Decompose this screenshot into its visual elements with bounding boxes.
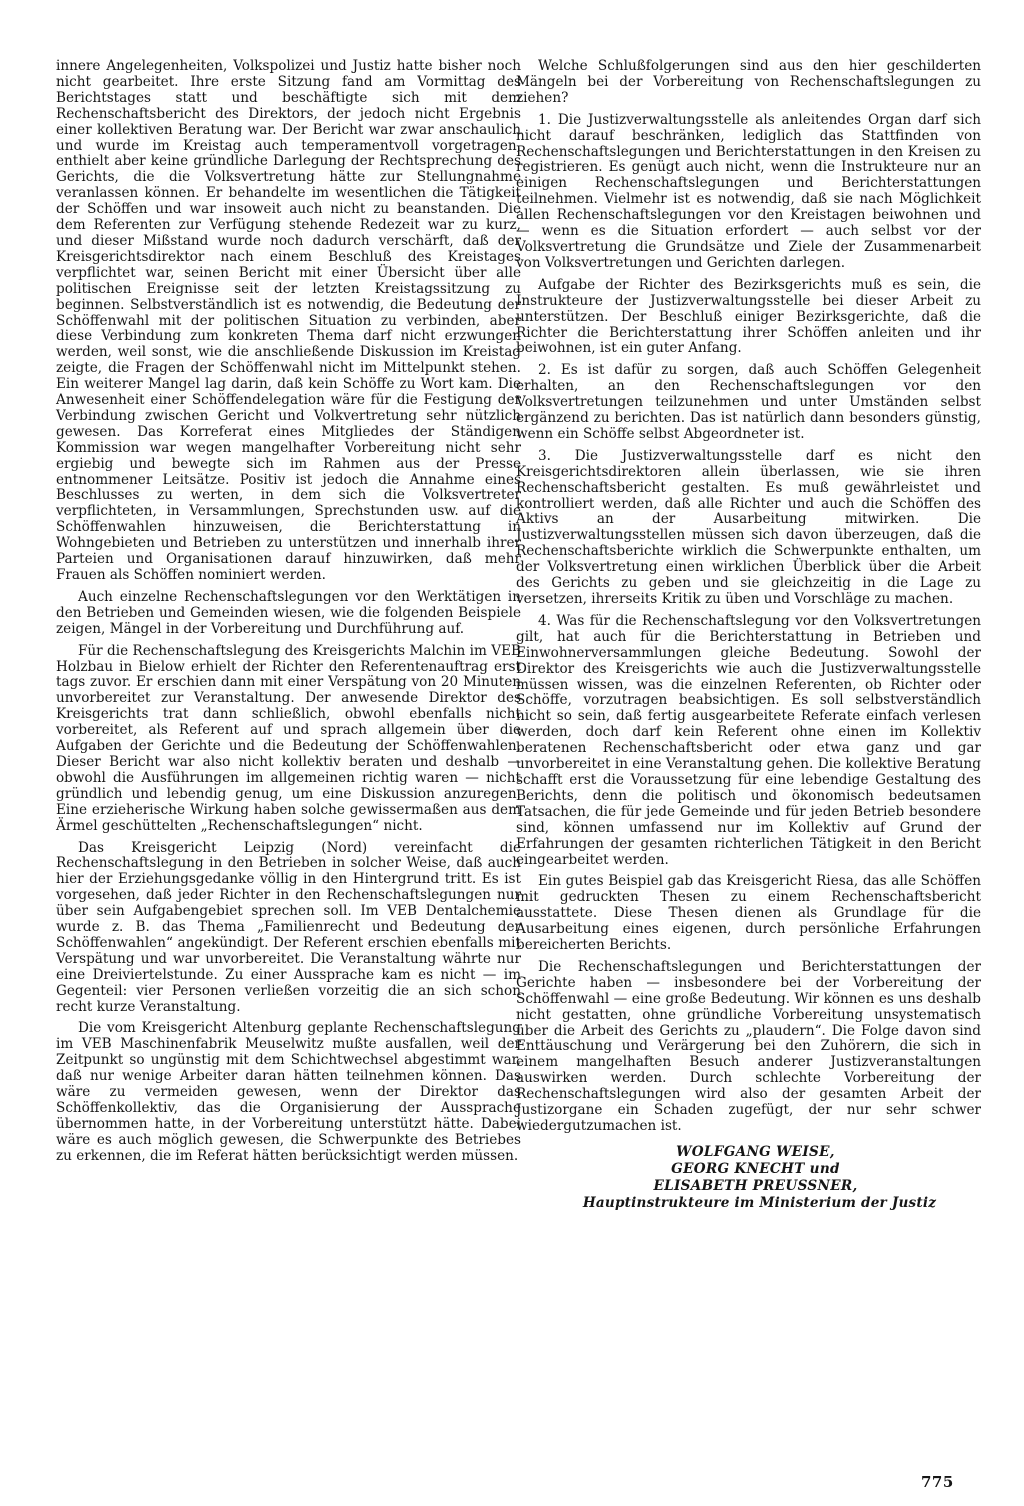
left-column xyxy=(56,59,521,1165)
paragraph: Ein gutes Beispiel gab das Kreisgericht Riesa, das alle Schöffen mit gedruckten Thesen zu einem Rechenschaftsbericht ausstattete. Diese Thesen dienen als Grundlage für die Ausarbeitung eines eigenen, durch persönliche Erfahrungen bereicherten Berichts. xyxy=(516,873,981,954)
paragraph: Die vom Kreisgericht Altenburg geplante Rechenschaftslegung im VEB Maschinenfabrik Meuselwitz mußte ausfallen, weil der Zeitpunkt so ungünstig mit dem Schichtwechsel abgestimmt war, daß nur wenige Arbeiter daran hätten teilnehmen können. Das wäre zu vermeiden gewesen, wenn der Direktor das Schöffenkollektiv, das die Organisierung der Aussprache übernommen hatte, in der Vorbereitung unterstützt hätte. Dabei wäre es auch möglich gewesen, die Schwerpunkte des Betriebes zu erkennen, die im Referat hätten berücksichtigt werden müssen. xyxy=(56,1020,521,1164)
paragraph: innere Angelegenheiten, Volkspolizei und Justiz hatte bisher noch nicht gearbeitet. Ihre erste Sitzung fand am Vormittag des Berichtstages statt und beschäftigte sich mit dem Rechenschaftsbericht des Direktors, der jedoch nicht Ergebnis einer kollektiven Beratung war. Der Bericht war zwar anschaulich und wurde im Kreistag auch temperamentvoll vorgetragen, enthielt aber keine gründliche Darlegung der Rechtsprechung des Gerichts, die die Volksvertretung hätte zur Stellungnahme veranlassen können. Er behandelte im wesentlichen die Tätigkeit der Schöffen und war insoweit auch nicht zu beanstanden. Die dem Referenten zur Verfügung stehende Redezeit war zu kurz, und dieser Mißstand wurde noch dadurch verschärft, daß der Kreisgerichtsdirektor nach einem Beschluß des Kreistages verpflichtet war, seinen Bericht mit einer Übersicht über alle politischen Ereignisse seit der letzten Kreistagssitzung zu beginnen. Selbstverständlich ist es notwendig, die Bedeutung der Schöffenwahl mit der politischen Situation zu verbinden, aber diese Verbindung zum konkreten Thema darf nicht erzwungen werden, weil sonst, wie die anschließende Diskussion im Kreistag zeigte, die Fragen der Schöffenwahl nicht im Mittelpunkt stehen. Ein weiterer Mangel lag darin, daß kein Schöffe zu Wort kam. Die Anwesenheit einer Schöffendelegation wäre für die Festigung der Verbindung zwischen Gericht und Volkvertretung sehr nützlich gewesen. Das Korreferat eines Mitgliedes der Ständigen Kommission war wegen mangelhafter Vorbereitung nicht sehr ergiebig und bewegte sich im Rahmen aus der Presse entnommener Leitsätze. Positiv ist jedoch die Annahme eines Beschlusses zu werten, in dem sich die Volksvertreter verpflichteten, in Versammlungen, Sprechstunden usw. auf die Schöffenwahlen hinzuweisen, die Berichterstattung in Wohngebieten und Betrieben zu unterstützen und innerhalb ihrer Parteien und Organisationen darauf hinzuwirken, daß mehr Frauen als Schöffen nominiert werden. xyxy=(56,58,521,583)
paragraph: Welche Schlußfolgerungen sind aus den hier geschilderten Mängeln bei der Vorbereitung von Rechenschaftslegungen zu ziehen? xyxy=(516,58,981,106)
paragraph: Auch einzelne Rechenschaftslegungen vor den Werktätigen in den Betrieben und Gemeinden wiesen, wie die folgenden Beispiele zeigen, Mängel in der Vorbereitung und Durchführung auf. xyxy=(56,588,521,637)
author-role: Hauptinstrukteure im Ministerium der Justiz xyxy=(582,1194,937,1211)
author-name: ELISABETH PREUSSNER, xyxy=(653,1177,858,1194)
paragraph: 1. Die Justizverwaltungsstelle als anleitendes Organ darf sich nicht darauf beschränken, lediglich das Stattfinden von Rechenschaftslegungen und Berichterstattungen in den Kreisen zu registrieren. Es genügt auch nicht, wenn die Instrukteure nur an einigen Rechenschaftslegungen und Berichterstattungen teilnehmen. Vielmehr ist es notwendig, daß sie nach Möglichkeit allen Rechenschaftslegungen vor den Kreistagen beiwohnen und — wenn es die Situation erfordert — auch selbst vor der Volksvertretung die Grundsätze und Ziele der Zusammenarbeit von Volksvertretungen und Gerichten darlegen. xyxy=(516,111,981,271)
paragraph: 2. Es ist dafür zu sorgen, daß auch Schöffen Gelegenheit erhalten, an den Rechenschaftslegungen vor den Volksvertretungen teilzunehmen und unter Umständen selbst ergänzend zu berichten. Das ist natürlich dann besonders günstig, wenn ein Schöffe selbst Abgeordneter ist. xyxy=(516,362,981,442)
paragraph: Die Rechenschaftslegungen und Berichterstattungen der Gerichte haben — insbesondere bei der Vorbereitung der Schöffenwahl — eine große Bedeutung. Wir können es uns deshalb nicht gestatten, ohne gründliche Vorbereitung unsystematisch über die Arbeit des Gerichts zu „plaudern“. Die Folge davon sind Enttäuschung und Verärgerung bei den Zuhörern, die sich in einem mangelhaften Besuch anderer Justizveranstaltungen auswirken werden. Durch schlechte Vorbereitung der Rechenschaftslegungen wird also der gesamten Arbeit der Justizorgane ein Schaden zugefügt, der nur sehr schwer wiedergutzumachen ist. xyxy=(516,958,981,1134)
page-number: 775 xyxy=(921,1473,954,1491)
paragraph: Für die Rechenschaftslegung des Kreisgerichts Malchin im VEB Holzbau in Bielow erhielt der Richter den Referentenauftrag erst tags zuvor. Er erschien dann mit einer Verspätung von 20 Minuten unvorbereitet zur Veranstaltung. Der anwesende Direktor des Kreisgerichts trat dann schließlich, obwohl ebenfalls nicht vorbereitet, als Referent auf und sprach allgemein über die Aufgaben der Gerichte und die Bedeutung der Schöffenwahlen. Dieser Bericht war also nicht kollektiv beraten und deshalb — obwohl die Ausführungen im allgemeinen richtig waren — nicht gründlich und lebendig genug, um eine Diskussion anzuregen. Eine erzieherische Wirkung haben solche gewissermaßen aus dem Ärmel geschüttelten „Rechenschaftslegungen“ nicht. xyxy=(56,642,521,834)
paragraph: 3. Die Justizverwaltungsstelle darf es nicht den Kreisgerichtsdirektoren allein überlassen, wie sie ihren Rechenschaftsbericht gestalten. Es muß gewährleistet und kontrolliert werden, daß alle Richter und auch die Schöffen des Aktivs an der Ausarbeitung mitwirken. Die Justizverwaltungsstellen müssen sich davon überzeugen, daß die Rechenschaftsberichte wirklich die Schwerpunkte enthalten, um der Volksvertretung einen wirklichen Überblick über die Arbeit des Gerichts zu geben und sie gleichzeitig in die Lage zu versetzen, ihrerseits Kritik zu üben und Vorschläge zu machen. xyxy=(516,447,981,607)
author-name: WOLFGANG WEISE, xyxy=(676,1143,835,1160)
paragraph: Aufgabe der Richter des Bezirksgerichts muß es sein, die Instrukteure der Justizverwaltungsstelle bei dieser Arbeit zu unterstützen. Der Beschluß einiger Bezirksgerichte, daß die Richter die Berichterstattung ihrer Schöffen anleiten und ihr beiwohnen, ist ein guter Anfang. xyxy=(516,276,981,357)
signature-block xyxy=(516,1144,981,1212)
right-column xyxy=(516,59,981,1212)
paragraph: 4. Was für die Rechenschaftslegung vor den Volksvertretungen gilt, hat auch für die Berichterstattung in Betrieben und Einwohnerversammlungen gleiche Bedeutung. Sowohl der Direktor des Kreisgerichts wie auch die Justizverwaltungsstelle müssen wissen, was die einzelnen Referenten, ob Richter oder Schöffe, vorzutragen beabsichtigen. Es soll selbstverständlich nicht so sein, daß fertig ausgearbeitete Referate einfach verlesen werden, doch darf kein Referent ohne einen im Kollektiv beratenen Rechenschaftsbericht oder etwa ganz und gar unvorbereitet in eine Veranstaltung gehen. Die kollektive Beratung schafft erst die Voraussetzung für eine lebendige Gestaltung des Berichts, denn die politisch und ökonomisch bedeutsamen Tatsachen, die für jede Gemeinde und für jeden Betrieb besondere sind, können umfassend nur im Kollektiv auf Grund der Erfahrungen der gesamten richterlichen Tätigkeit in den Bericht eingearbeitet werden. xyxy=(516,612,981,868)
author-name: GEORG KNECHT und xyxy=(671,1160,840,1177)
paragraph: Das Kreisgericht Leipzig (Nord) vereinfacht die Rechenschaftslegung in den Betrieben in solcher Weise, daß auch hier der Erziehungsgedanke völlig in den Hintergrund tritt. Es ist vorgesehen, daß jeder Richter in den Rechenschaftslegungen nur über sein Aufgabengebiet sprechen soll. Im VEB Dentalchemie wurde z. B. das Thema „Familienrecht und Bedeutung der Schöffenwahlen“ angekündigt. Der Referent erschien ebenfalls mit Verspätung und war unvorbereitet. Die Veranstaltung währte nur eine Dreiviertelstunde. Zu einer Aussprache kam es nicht — im Gegenteil: vier Personen verließen vorzeitig die an sich schon recht kurze Veranstaltung. xyxy=(56,839,521,1015)
